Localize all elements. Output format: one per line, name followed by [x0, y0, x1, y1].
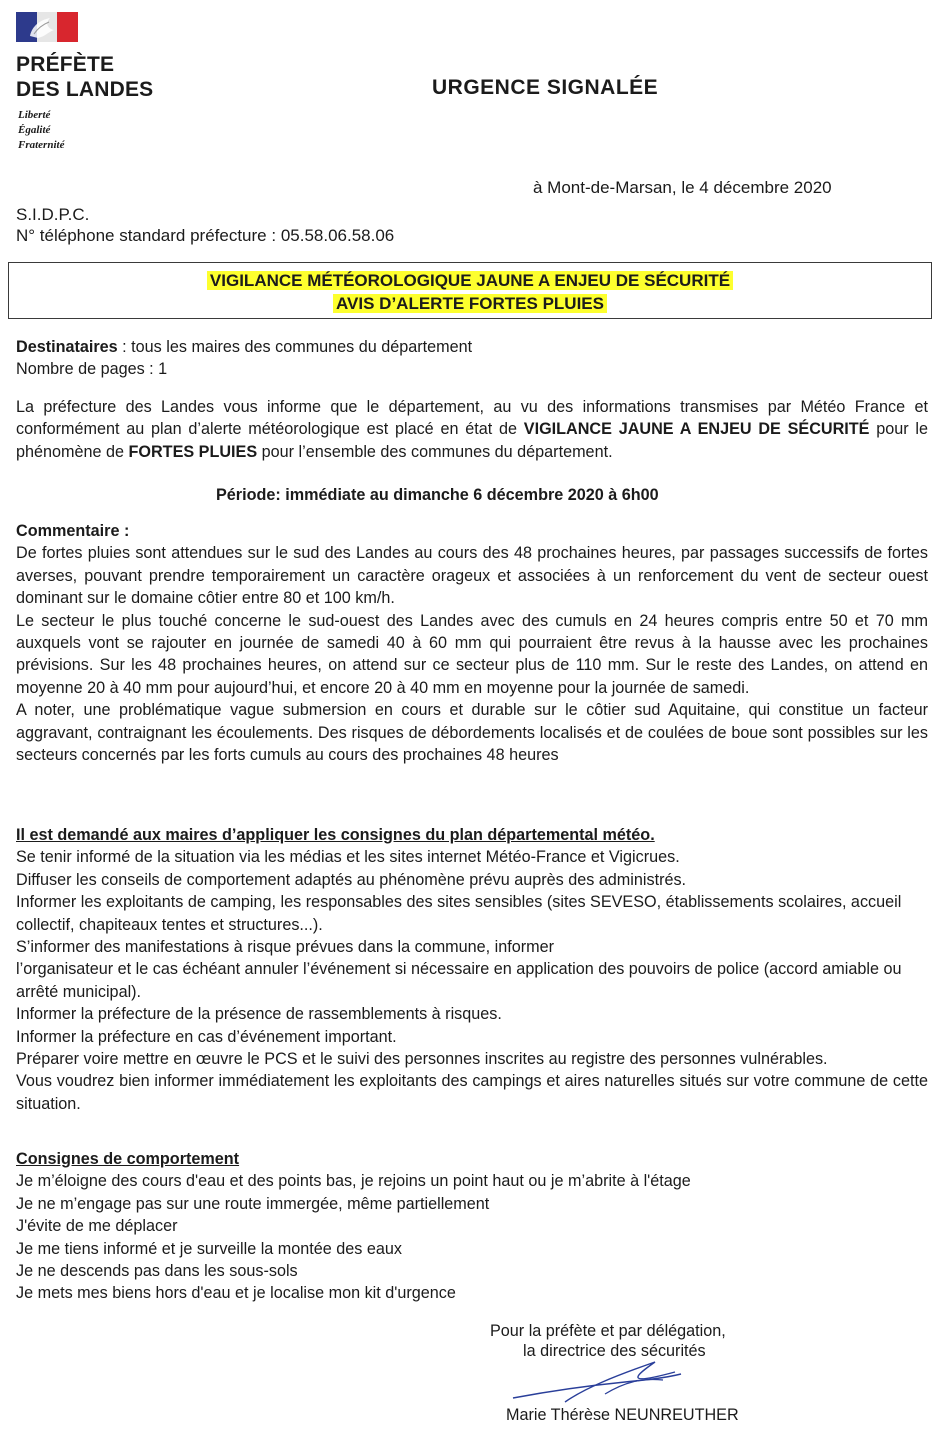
- intro-text-1: La préfecture des Landes vous informe que le département, au vu des informations transmises par Météo France et conformément au plan d’alerte météorologique est placé en état de: [16, 398, 928, 439]
- intro-vigilance: VIGILANCE JAUNE A ENJEU DE SÉCURITÉ: [523, 420, 870, 439]
- handwritten-signature: [505, 1352, 695, 1408]
- commentary-paragraph: De fortes pluies sont attendues sur le sud des Landes au cours des 48 prochaines heures, par passages successifs de fortes averses, pouvant prendre temporairement un caractère orageux et associées à un renforcement du vent de secteur ouest dominant sur le domaine côtier entre 80 et 100 km/h.: [16, 544, 928, 608]
- instruction-item: Informer la préfecture en cas d’événement important.: [16, 1027, 397, 1046]
- behavior-item: J'évite de me déplacer: [16, 1217, 178, 1236]
- recipients-label: Destinataires: [16, 338, 118, 356]
- phone-line: [16, 226, 394, 246]
- phone-number: 05.58.06.58.06: [280, 226, 395, 245]
- instruction-item: Vous voudrez bien informer immédiatement les exploitants des campings et aires naturelles situés sur votre commune de cette situation.: [16, 1072, 928, 1113]
- commentary-paragraph: A noter, une problématique vague submersion en cours et durable sur le côtier sud Aquitaine, qui constitue un facteur aggravant, contraignant les écoulements. Des risques de débordements localisés et de coulées de boue sont possibles sur les secteurs concernés par les forts cumuls au cours des prochaines 48 heures: [16, 701, 928, 765]
- instruction-item: Se tenir informé de la situation via les médias et les sites internet Météo-France et Vigicrues.: [16, 848, 680, 867]
- instruction-item: Préparer voire mettre en œuvre le PCS et le suivi des personnes inscrites au registre des personnes vulnérables.: [16, 1050, 828, 1069]
- delegation-line: Pour la préfète et par délégation,: [490, 1322, 726, 1340]
- commentary-title: Commentaire :: [16, 522, 130, 540]
- instruction-item: S’informer des manifestations à risque prévues dans la commune, informer: [16, 938, 555, 957]
- motto-liberte: Liberté: [18, 109, 51, 121]
- instruction-item: l’organisateur et le cas échéant annuler l’événement si nécessaire en application des pouvoirs de police (accord amiable ou arrêté municipal).: [16, 960, 902, 1001]
- banner-title: VIGILANCE MÉTÉOROLOGIQUE JAUNE A ENJEU DE SÉCURITÉ: [207, 271, 733, 290]
- intro-phenomenon: FORTES PLUIES: [128, 442, 258, 461]
- instruction-item: Diffuser les conseils de comportement adaptés au phénomène prévu auprès des administrés.: [16, 870, 687, 889]
- prefecture-line1: PRÉFÈTE: [16, 53, 115, 76]
- period-line: Période: immédiate au dimanche 6 décembre 2020 à 6h00: [216, 486, 659, 504]
- signatory-role: la directrice des sécurités: [523, 1342, 706, 1360]
- instruction-item: Informer les exploitants de camping, les responsables des sites sensibles (sites SEVESO, établissements scolaires, accueil collectif, chapiteaux tentes et structures...).: [16, 893, 902, 934]
- instructions-title: Il est demandé aux maires d’appliquer les consignes du plan départemental météo.: [16, 826, 655, 844]
- urgence-title: URGENCE SIGNALÉE: [432, 76, 659, 99]
- banner-subtitle: AVIS D’ALERTE FORTES PLUIES: [333, 294, 607, 313]
- behavior-item: Je m’éloigne des cours d'eau et des points bas, je rejoins un point haut ou je m’abrite à l'étage: [16, 1172, 691, 1191]
- recipients-block: [16, 336, 928, 381]
- signatory-name: Marie Thérèse NEUNREUTHER: [506, 1406, 739, 1424]
- page-count: Nombre de pages : 1: [16, 360, 168, 379]
- motto-egalite: Égalité: [18, 124, 51, 136]
- intro-paragraph: [16, 396, 928, 463]
- behavior-section: [16, 1148, 928, 1305]
- behavior-item: Je mets mes biens hors d'eau et je localise mon kit d'urgence: [16, 1284, 456, 1303]
- behavior-item: Je ne descends pas dans les sous-sols: [16, 1262, 298, 1281]
- marianne-logo: [16, 12, 78, 42]
- place-date: à Mont-de-Marsan, le 4 décembre 2020: [533, 178, 832, 197]
- behavior-item: Je me tiens informé et je surveille la montée des eaux: [16, 1239, 402, 1258]
- prefecture-line2: DES LANDES: [16, 78, 154, 101]
- behavior-title: Consignes de comportement: [16, 1150, 240, 1168]
- motto-fraternite: Fraternité: [18, 139, 65, 151]
- prefecture-name: [16, 52, 153, 102]
- republic-motto: [18, 108, 64, 153]
- intro-text-2: pour le phénomène de: [16, 420, 928, 461]
- recipients-value: : tous les maires des communes du département: [117, 338, 473, 356]
- intro-text-3: pour l’ensemble des communes du département.: [257, 442, 613, 461]
- service-name: S.I.D.P.C.: [16, 205, 90, 224]
- alert-banner: [8, 262, 932, 319]
- commentary-section: [16, 520, 928, 766]
- instructions-section: [16, 824, 928, 1115]
- phone-label: N° téléphone standard préfecture :: [16, 226, 277, 245]
- behavior-item: Je ne m’engage pas sur une route immergée, même partiellement: [16, 1194, 490, 1213]
- commentary-paragraph: Le secteur le plus touché concerne le sud-ouest des Landes avec des cumuls en 24 heures compris entre 50 et 70 mm auxquels vont se rajouter en journée de samedi 40 à 60 mm qui pourraient être revus à la hausse avec les prochaines prévisions. Sur les 48 prochaines heures, on attend sur ce secteur plus de 110 mm. Sur le reste des Landes, on attend en moyenne 20 à 40 mm pour aujourd’hui, et encore 20 à 40 mm en moyenne pour la journée de samedi.: [16, 611, 928, 697]
- instruction-item: Informer la préfecture de la présence de rassemblements à risques.: [16, 1005, 502, 1024]
